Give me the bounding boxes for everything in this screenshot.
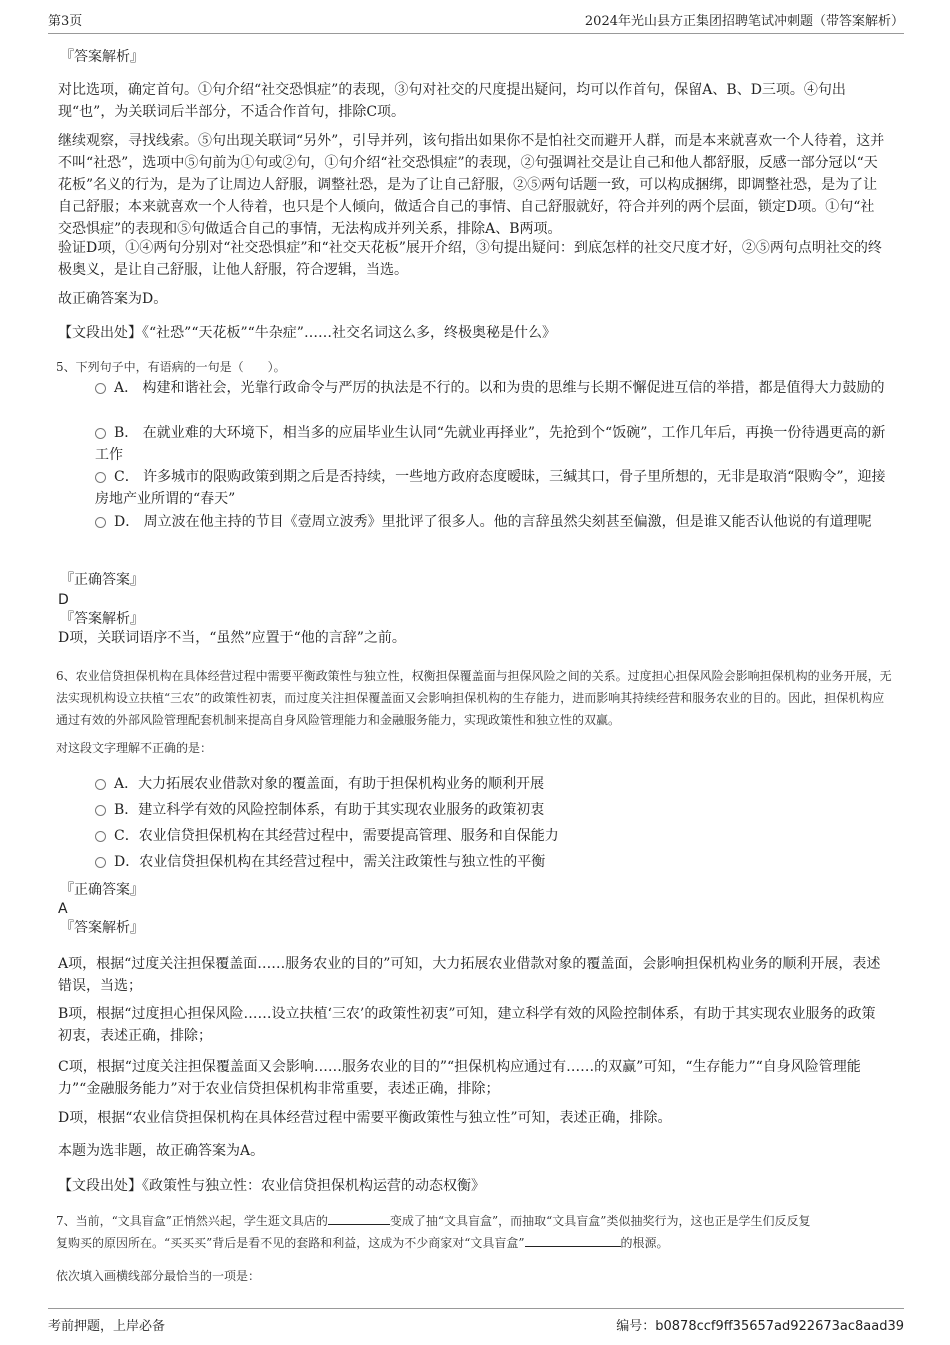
- fill-blank-1[interactable]: [328, 1212, 390, 1225]
- radio-icon[interactable]: [95, 517, 106, 528]
- footer-slogan: 考前押题，上岸必备: [48, 1319, 166, 1334]
- q5-option-d[interactable]: D． 周立波在他主持的节目《壹周立波秀》里批评了很多人。他的言辞虽然尖刻甚至偏激，但是谁又能否认他说的有道理呢: [95, 511, 895, 533]
- q6-option-b[interactable]: B．建立科学有效的风险控制体系，有助于其实现农业服务的政策初衷: [95, 799, 895, 821]
- footer-doc-id: 编号：b0878ccf9ff35657ad922673ac8aad39: [616, 1319, 904, 1334]
- q6-analysis-conclusion: 本题为选非题，故正确答案为A。: [58, 1143, 265, 1159]
- page-footer: [48, 1308, 904, 1337]
- q6-analysis-label: 『答案解析』: [60, 920, 144, 936]
- q6-source: 【文段出处】《政策性与独立性：农业信贷担保机构运营的动态权衡》: [58, 1178, 485, 1194]
- radio-icon[interactable]: [95, 857, 106, 868]
- q6-correct-label: 『正确答案』: [60, 882, 144, 898]
- q6-analysis-c: C项，根据“过度关注担保覆盖面又会影响……服务农业的目的”“担保机构应通过有……的双赢”可知，“生存能力”“自身风险管理能力”“金融服务能力”对于农业信贷担保机构非常重要，表述正确，排除；: [58, 1059, 861, 1097]
- q5-analysis-label: 『答案解析』: [60, 611, 144, 627]
- q4-analysis-p1: 对比选项，确定首句。①句介绍“社交恐惧症”的表现，③句对社交的尺度提出疑问，均可以作首句，保留A、B、D三项。④句出现“也”，为关联词后半部分，不适合作首句，排除C项。: [58, 82, 846, 120]
- q5-correct-label: 『正确答案』: [60, 572, 144, 588]
- document-title: 2024年光山县方正集团招聘笔试冲刺题（带答案解析）: [584, 14, 904, 29]
- q7-stem: 7、当前，“文具盲盒”正悄然兴起，学生逛文具店的 变成了抽“文具盲盒”，而抽取“文具盲盒”类似抽奖行为，这也正是学生们反反复 复购买的原因所在。“买买买”背后是看不见的套路和利益，这成为不少商家对“文具盲盒” 的根源。: [56, 1214, 811, 1250]
- page-header: [48, 11, 904, 34]
- q6-ask: 对这段文字理解不正确的是：: [56, 741, 213, 755]
- q6-analysis-d: D项，根据“农业信贷担保机构在具体经营过程中需要平衡政策性与独立性”可知，表述正确，排除。: [58, 1110, 672, 1126]
- q5-stem: 5、下列句子中，有语病的一句是（ ）。: [56, 360, 286, 374]
- radio-icon[interactable]: [95, 831, 106, 842]
- q7-ask: 依次填入画横线部分最恰当的一项是：: [56, 1269, 261, 1283]
- q4-source: 【文段出处】《“社恐”“天花板”“牛杂症”……社交名词这么多，终极奥秘是什么》: [58, 325, 556, 341]
- q6-stem: 6、农业信贷担保机构在具体经营过程中需要平衡政策性与独立性，权衡担保覆盖面与担保风险之间的关系。过度担心担保风险会影响担保机构的业务开展，无法实现机构设立扶植“三农”的政策性初衷，而过度关注担保覆盖面又会影响担保机构的生存能力，进而影响其持续经营和服务农业的目的。因此，担保机构应通过有效的外部风险管理配套机制来提高自身风险管理能力和金融服务能力，实现政策性和独立性的双赢。: [56, 669, 892, 727]
- q5-analysis: D项，关联词语序不当，“虽然”应置于“他的言辞”之前。: [58, 630, 406, 646]
- q4-analysis-p4: 故正确答案为D。: [58, 291, 168, 307]
- q5-correct-answer: D: [58, 592, 69, 608]
- q6-option-c[interactable]: C．农业信贷担保机构在其经营过程中，需要提高管理、服务和自保能力: [95, 825, 895, 847]
- radio-icon[interactable]: [95, 428, 106, 439]
- fill-blank-2[interactable]: [525, 1234, 621, 1247]
- q5-option-c[interactable]: C． 许多城市的限购政策到期之后是否持续，一些地方政府态度暧昧，三缄其口，骨子里所想的，无非是取消“限购令”，迎接房地产业所谓的“春天”: [95, 469, 886, 507]
- q6-correct-answer: A: [58, 901, 68, 917]
- q6-analysis-b: B项，根据“过度担心担保风险……设立扶植‘三农’的政策性初衷”可知，建立科学有效的风险控制体系，有助于其实现农业服务的政策初衷，表述正确，排除；: [58, 1006, 876, 1044]
- q5-option-a[interactable]: A． 构建和谐社会，光靠行政命令与严厉的执法是不行的。以和为贵的思维与长期不懈促进互信的举措，都是值得大力鼓励的: [95, 377, 895, 399]
- q6-option-d[interactable]: D．农业信贷担保机构在其经营过程中，需关注政策性与独立性的平衡: [95, 851, 895, 873]
- q4-analysis-p2: 继续观察，寻找线索。⑤句出现关联词“另外”，引导并列，该句指出如果你不是怕社交而避开人群，而是本来就喜欢一个人待着，这并不叫“社恐”，选项中⑤句前为①句或②句，①句介绍“社交恐惧症”的表现，②句强调社交是让自己和他人都舒服，反感一部分冠以“天花板”名义的行为，是为了让周边人舒服，调整社恐，是为了让自己舒服，②⑤两句话题一致，可以构成捆绑，即调整社恐，是为了让自己舒服；本来就喜欢一个人待着，也只是个人倾向，做适合自己的事情、自己舒服就好，符合并列的两个层面，锁定D项。①句“社交恐惧症”的表现和⑤句做适合自己的事情，无法构成并列关系，排除A、B两项。: [58, 133, 885, 237]
- page-number: 第3页: [48, 14, 83, 29]
- q6-analysis-a: A项，根据“过度关注担保覆盖面……服务农业的目的”可知，大力拓展农业借款对象的覆盖面，会影响担保机构业务的顺利开展，表述错误，当选；: [58, 956, 881, 994]
- q5-option-b[interactable]: B． 在就业难的大环境下，相当多的应届毕业生认同“先就业再择业”，先抢到个“饭碗”，工作几年后，再换一份待遇更高的新工作: [95, 425, 886, 463]
- radio-icon[interactable]: [95, 383, 106, 394]
- radio-icon[interactable]: [95, 472, 106, 483]
- radio-icon[interactable]: [95, 805, 106, 816]
- q4-analysis-label: 『答案解析』: [60, 49, 144, 65]
- q6-option-a[interactable]: A．大力拓展农业借款对象的覆盖面，有助于担保机构业务的顺利开展: [95, 773, 895, 795]
- q4-analysis-p3: 验证D项，①④两句分别对“社交恐惧症”和“社交天花板”展开介绍，③句提出疑问：到底怎样的社交尺度才好，②⑤两句点明社交的终极奥义，是让自己舒服，让他人舒服，符合逻辑，当选。: [58, 240, 882, 278]
- radio-icon[interactable]: [95, 779, 106, 790]
